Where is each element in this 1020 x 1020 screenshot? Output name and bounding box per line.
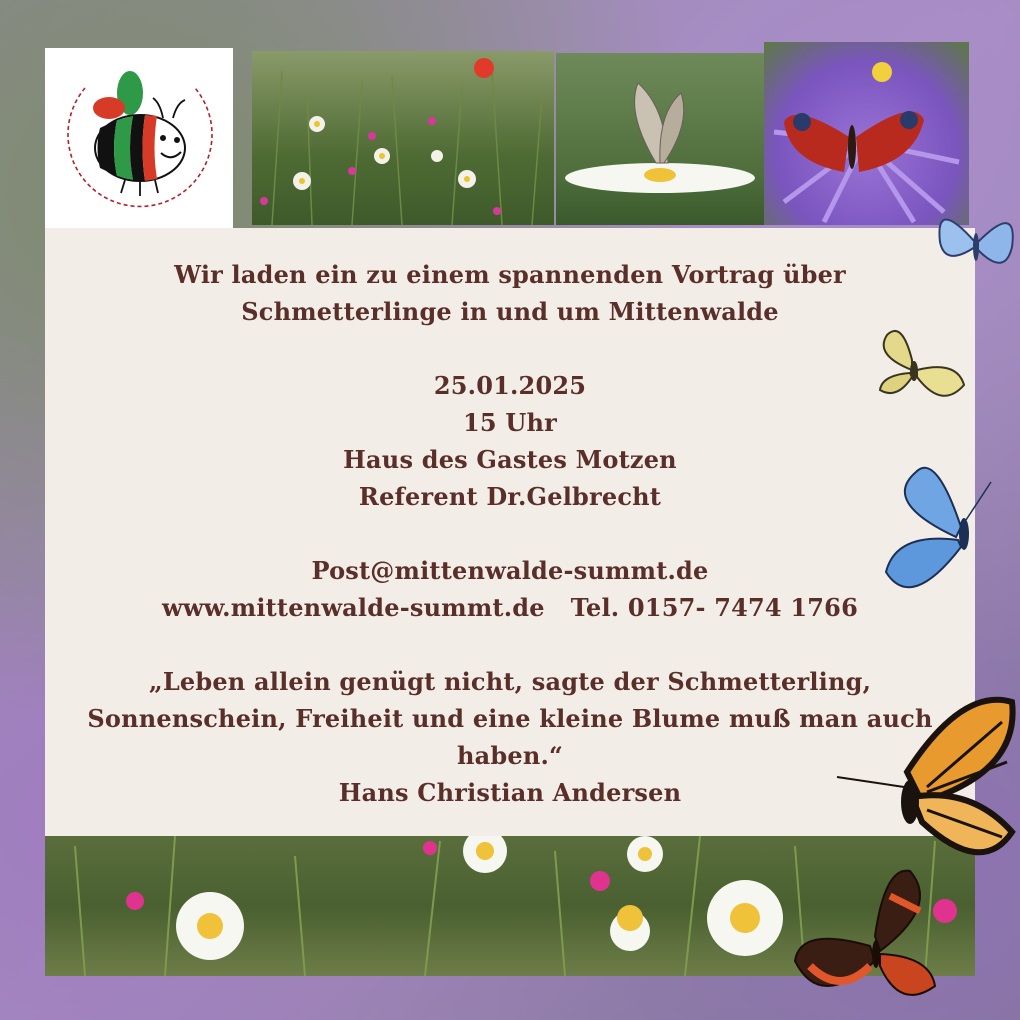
headline-line-1: Wir laden ein zu einem spannenden Vortrag über <box>174 260 846 289</box>
event-speaker: Referent Dr.Gelbrecht <box>358 482 662 511</box>
red-admiral-butterfly-icon <box>790 866 940 1012</box>
contact-web-phone <box>45 589 975 626</box>
headline <box>45 256 975 330</box>
blue-butterfly-icon <box>876 452 998 604</box>
butterfly-daisy-photo <box>556 53 764 225</box>
event-details <box>45 367 975 515</box>
yellow-butterfly-icon <box>872 315 968 410</box>
event-date: 25.01.2025 <box>433 371 587 400</box>
contact-email[interactable]: Post@mittenwalde-summt.de <box>311 556 709 585</box>
quote-author: Hans Christian Andersen <box>338 778 682 807</box>
meadow-photo-top <box>252 51 554 225</box>
blue-morpho-butterfly-icon <box>930 192 1020 287</box>
monarch-butterfly-icon <box>832 692 1020 877</box>
blue-butterfly-on-daisy-icon <box>556 53 764 225</box>
quote-line-3: haben.“ <box>456 741 564 770</box>
quote-line-1: „Leben allein genügt nicht, sagte der Schmetterling, <box>148 667 872 696</box>
headline-line-2: Schmetterlinge in und um Mittenwalde <box>241 297 779 326</box>
event-venue: Haus des Gastes Motzen <box>343 445 677 474</box>
logo <box>45 48 233 235</box>
wildflower-meadow-icon <box>252 51 554 225</box>
bee-logo-icon <box>45 48 233 235</box>
contact-info <box>45 552 975 626</box>
contact-phone: Tel. 0157- 7474 1766 <box>570 593 858 622</box>
contact-website[interactable]: www.mittenwalde-summt.de <box>162 593 545 622</box>
event-time: 15 Uhr <box>463 408 557 437</box>
quote-line-2: Sonnenschein, Freiheit und eine kleine Blume muß man auch <box>87 704 933 733</box>
